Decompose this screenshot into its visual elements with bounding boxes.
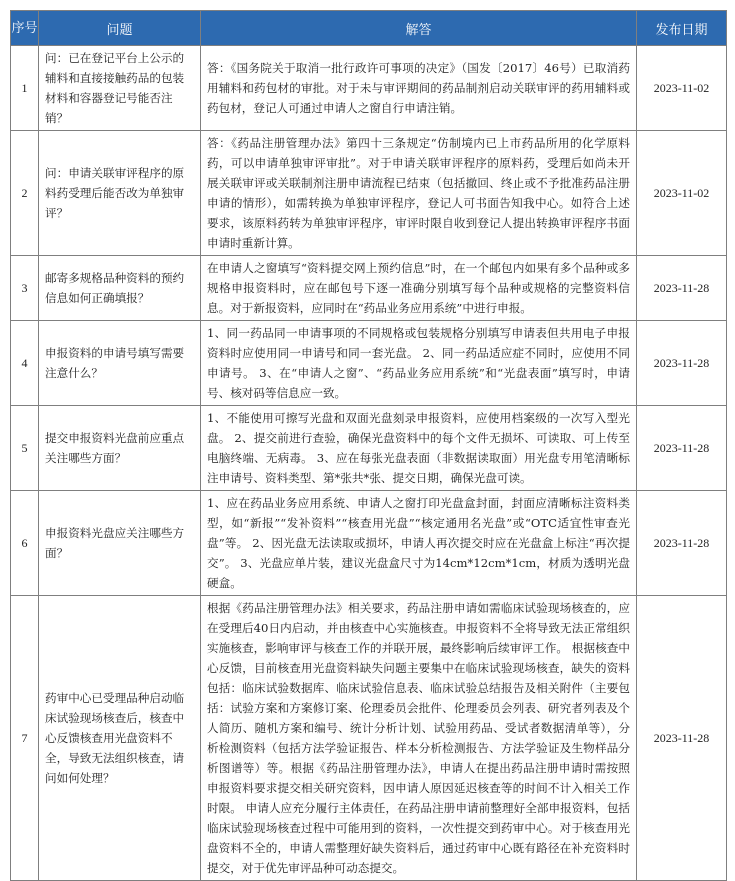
- row-question: 提交申报资料光盘前应重点关注哪些方面？: [39, 406, 201, 491]
- row-number: 2: [11, 131, 39, 256]
- row-question: 邮寄多规格品种资料的预约信息如何正确填报？: [39, 256, 201, 321]
- row-date: 2023-11-28: [637, 256, 727, 321]
- row-question: 申报资料的申请号填写需要注意什么？: [39, 321, 201, 406]
- row-answer: 答：《药品注册管理办法》第四十三条规定“仿制境内已上市药品所用的化学原料药，可以申请单独审评审批”。对于申请关联审评程序的原料药，受理后如尚未开展关联审评或关联制剂注册申请流程已结束（包括撤回、终止或不予批准药品注册申请的情形），如需转换为单独审评程序，登记人可书面告知我中心。如符合上述要求，该原料药转为单独审评程序，审评时限自收到登记人提出转换审评程序书面申请时重新计算。: [201, 131, 637, 256]
- table-row: [11, 491, 727, 596]
- row-date: 2023-11-28: [637, 596, 727, 881]
- row-number: 7: [11, 596, 39, 881]
- row-question: 申报资料光盘应关注哪些方面？: [39, 491, 201, 596]
- row-date: 2023-11-28: [637, 321, 727, 406]
- header-index: 序号: [11, 11, 39, 46]
- table-row: [11, 406, 727, 491]
- row-number: 5: [11, 406, 39, 491]
- row-answer: 在申请人之窗填写“资料提交网上预约信息”时，在一个邮包内如果有多个品种或多规格申报资料时，应在邮包号下逐一准确分别填写每个品种或规格的完整资料信息。对于新报资料，应同时在“药品业务应用系统”中进行申报。: [201, 256, 637, 321]
- table-header-row: [11, 11, 727, 46]
- row-date: 2023-11-28: [637, 406, 727, 491]
- row-number: 4: [11, 321, 39, 406]
- row-number: 1: [11, 46, 39, 131]
- row-answer: 1、应在药品业务应用系统、申请人之窗打印光盘盒封面，封面应清晰标注资料类型，如“新报”“发补资料”“核查用光盘”“核定通用名光盘”或“OTC适宜性审查光盘”等。 2、因光盘无法读取或损坏，申请人再次提交时应在光盘盒上标注“再次提交”。 3、光盘应单片装，建议光盘盒尺寸为14cm*12cm*1cm，材质为透明光盘硬盒。: [201, 491, 637, 596]
- row-question: 问：申请关联审评程序的原料药受理后能否改为单独审评？: [39, 131, 201, 256]
- header-date: 发布日期: [637, 11, 727, 46]
- table-row: [11, 131, 727, 256]
- row-number: 3: [11, 256, 39, 321]
- row-date: 2023-11-02: [637, 131, 727, 256]
- row-answer: 1、同一药品同一申请事项的不同规格或包装规格分别填写申请表但共用电子申报资料时应使用同一申请号和同一套光盘。 2、同一药品适应症不同时，应使用不同申请号。 3、在“申请人之窗”、“药品业务应用系统”和“光盘表面”填写时，申请号、核对码等信息应一致。: [201, 321, 637, 406]
- table-row: [11, 46, 727, 131]
- faq-table: [10, 10, 727, 881]
- table-row: [11, 596, 727, 881]
- table-row: [11, 321, 727, 406]
- row-question: 药审中心已受理品种启动临床试验现场核查后，核查中心反馈核查用光盘资料不全，导致无法组织核查，请问如何处理？: [39, 596, 201, 881]
- row-date: 2023-11-02: [637, 46, 727, 131]
- row-answer: 答：《国务院关于取消一批行政许可事项的决定》（国发〔2017〕46号）已取消药用辅料和药包材的审批。对于未与审评期间的药品制剂启动关联审评的药用辅料或药包材，登记人可通过申请人之窗自行申请注销。: [201, 46, 637, 131]
- header-question: 问题: [39, 11, 201, 46]
- row-number: 6: [11, 491, 39, 596]
- row-answer: 1、不能使用可擦写光盘和双面光盘刻录申报资料，应使用档案级的一次写入型光盘。 2、提交前进行查验，确保光盘资料中的每个文件无损坏、可读取、可上传至电脑终端、无病毒。 3、应在每张光盘表面（非数据读取面）用光盘专用笔清晰标注申请号、资料类型、第*张共*张、提交日期，确保光盘可读。: [201, 406, 637, 491]
- header-answer: 解答: [201, 11, 637, 46]
- table-row: [11, 256, 727, 321]
- row-date: 2023-11-28: [637, 491, 727, 596]
- row-question: 问：已在登记平台上公示的辅料和直接接触药品的包装材料和容器登记号能否注销？: [39, 46, 201, 131]
- row-answer: 根据《药品注册管理办法》相关要求，药品注册申请如需临床试验现场核查的，应在受理后40日内启动，并由核查中心实施核查。申报资料不全将导致无法正常组织实施核查，影响审评与核查工作的并联开展，最终影响后续审评工作。 根据核查中心反馈，目前核查用光盘资料缺失问题主要集中在临床试验现场核查，缺失的资料包括：临床试验数据库、临床试验信息表、临床试验总结报告及相关附件（主要包括：试验方案和方案修订案、伦理委员会批件、伦理委员会列表、研究者列表及个人简历、随机方案和编号、统计分析计划、试验用药品、受试者数据清单等），分析检测资料（包括方法学验证报告、样本分析检测报告、方法学验证及生物样品分析图谱等）等。根据《药品注册管理办法》，申请人在提出药品注册申请时需按照申报资料要求提交相关研究资料，因申请人原因延迟核查等的时间不计入相关工作时限。 申请人应充分履行主体责任，在药品注册申请前整理好全部申报资料，包括临床试验现场核查过程中可能用到的资料，一次性提交到药审中心。对于核查用光盘资料不全的，申请人需整理好缺失资料后，通过药审中心既有路径在补充资料时提交，对于优先审评品种可动态提交。: [201, 596, 637, 881]
